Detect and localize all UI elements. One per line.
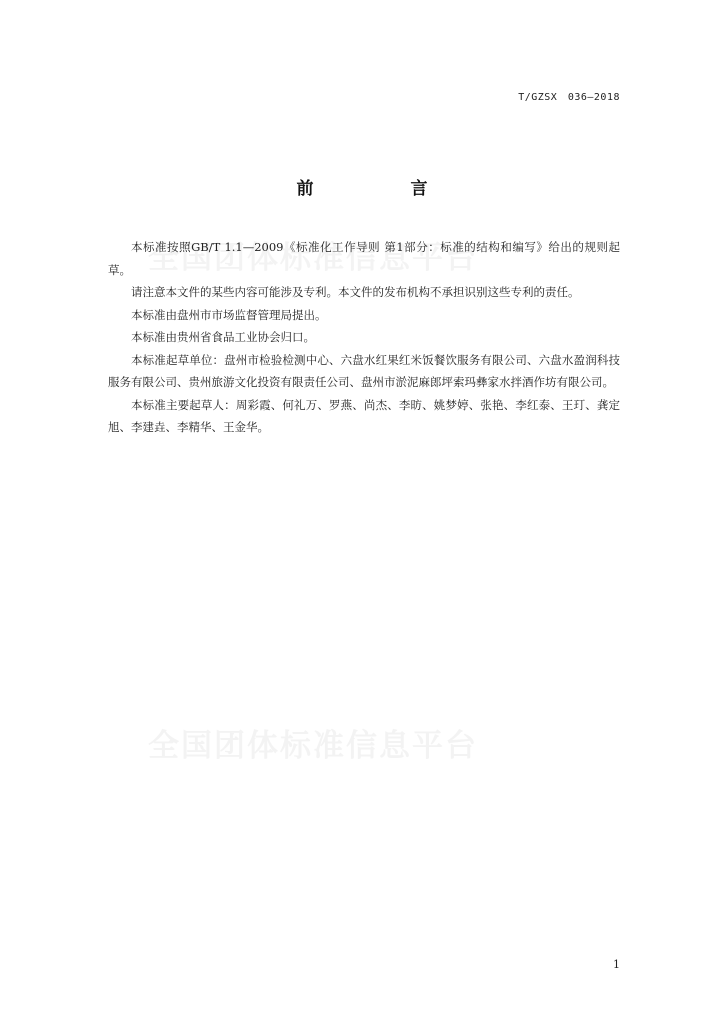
paragraph-drafting-rules: 本标准按照GB/T 1.1—2009《标准化工作导则 第1部分：标准的结构和编写》给出的规则起草。: [108, 240, 620, 277]
watermark-bottom: [148, 720, 578, 765]
paragraph-centralized-by: 本标准由贵州省食品工业协会归口。: [131, 330, 315, 344]
paragraph-drafters: 本标准主要起草人：周彩霞、何礼万、罗燕、尚杰、李昉、姚梦婷、张艳、李红泰、王玎、龚定旭、李建垚、李精华、王金华。: [108, 397, 620, 434]
page-number: 1: [613, 958, 620, 971]
paragraph-drafting-units: 本标准起草单位：盘州市检验检测中心、六盘水红果红米饭餐饮服务有限公司、六盘水盈润科技服务有限公司、贵州旅游文化投资有限责任公司、盘州市淤泥麻郎坪索玛彝家水拌酒作坊有限公司。: [108, 352, 620, 389]
page-title: 前 言: [296, 179, 468, 199]
paragraph-patent-notice: 请注意本文件的某些内容可能涉及专利。本文件的发布机构不承担识别这些专利的责任。: [131, 285, 580, 299]
paragraph-proposer: 本标准由盘州市市场监督管理局提出。: [131, 307, 327, 322]
foreword-body: [108, 236, 620, 439]
standard-code: T/GZSX 036—2018: [518, 92, 620, 103]
